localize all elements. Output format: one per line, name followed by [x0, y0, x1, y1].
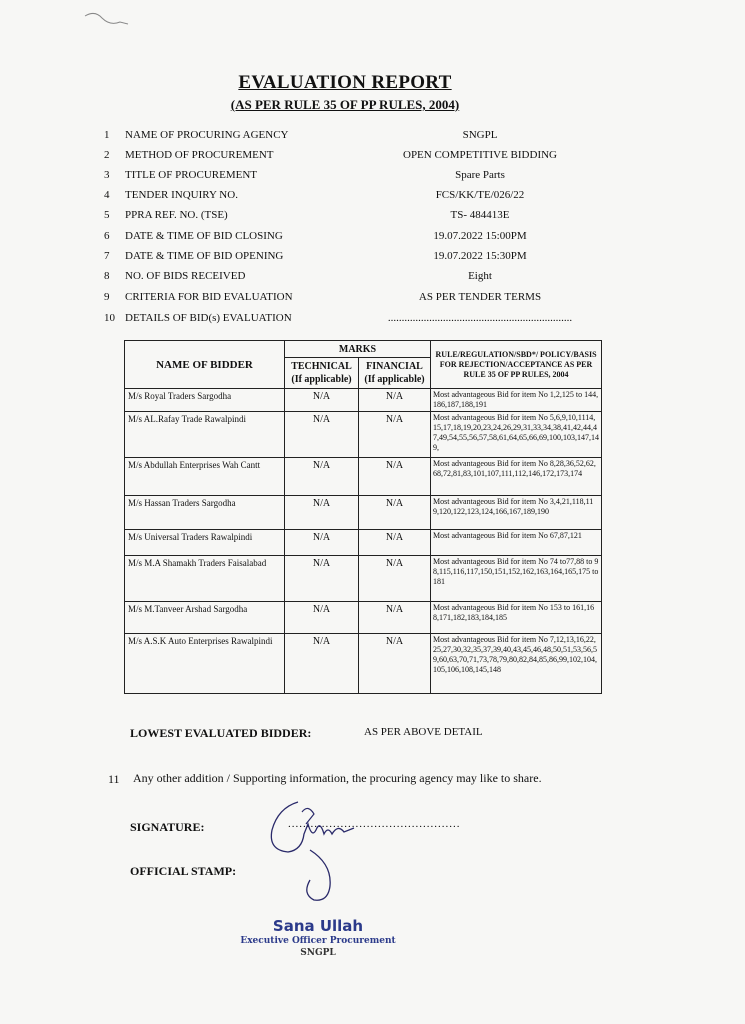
rule-basis: Most advantageous Bid for item No 1,2,125 to 144,186,187,188,191 — [431, 389, 602, 412]
bidder-name: M/s Royal Traders Sargodha — [125, 389, 285, 412]
table-row — [125, 458, 602, 496]
info-row-number: 5 — [104, 209, 110, 221]
bid-evaluation-table — [124, 340, 602, 694]
bidder-name: M/s M.A Shamakh Traders Faisalabad — [125, 556, 285, 602]
financial-mark: N/A — [359, 530, 431, 556]
bidder-name: M/s AL.Rafay Trade Rawalpindi — [125, 412, 285, 458]
info-row — [0, 189, 745, 207]
info-row — [0, 209, 745, 227]
technical-mark: N/A — [285, 496, 359, 530]
info-row — [0, 250, 745, 268]
rule-basis: Most advantageous Bid for item No 153 to 161,168,171,182,183,184,185 — [431, 602, 602, 634]
header-financial-label: FINANCIAL — [366, 361, 423, 372]
info-row-label: DATE & TIME OF BID CLOSING — [125, 230, 283, 242]
table-row — [125, 634, 602, 694]
bidder-name: M/s Hassan Traders Sargodha — [125, 496, 285, 530]
stamp-name: Sana Ullah — [272, 917, 364, 935]
lowest-bidder-label: LOWEST EVALUATED BIDDER: — [130, 726, 312, 740]
info-row-value: 19.07.2022 15:30PM — [433, 250, 527, 262]
table-row — [125, 412, 602, 458]
corner-scribble-icon — [80, 8, 140, 33]
signature-label: SIGNATURE: — [130, 820, 205, 834]
bidder-name: M/s Abdullah Enterprises Wah Cantt — [125, 458, 285, 496]
info-row-number: 3 — [104, 169, 110, 181]
info-row-label: TITLE OF PROCUREMENT — [125, 169, 257, 181]
stamp-role: Executive Officer Procurement — [240, 936, 396, 946]
rule-basis: Most advantageous Bid for item No 8,28,36,52,62,68,72,81,83,101,107,111,112,146,172,173,174 — [431, 458, 602, 496]
info-row-number: 2 — [104, 149, 110, 161]
financial-mark: N/A — [359, 458, 431, 496]
info-row-value: FCS/KK/TE/026/22 — [435, 189, 525, 201]
table-row — [125, 602, 602, 634]
rule-basis: Most advantageous Bid for item No 5,6,9,10,1114,15,17,18,19,20,23,24,26,29,31,33,34,38,41,42,44,47,49,54,55,56,57,58,61,64,65,66,69,100,103,147,149, — [431, 412, 602, 458]
info-row-value: 19.07.2022 15:00PM — [433, 230, 527, 242]
info-row-number: 9 — [104, 291, 110, 303]
info-row-number: 10 — [104, 312, 115, 324]
info-row-label: NAME OF PROCURING AGENCY — [125, 129, 289, 141]
info-row-value: SNGPL — [462, 129, 498, 141]
info-row-number: 1 — [104, 129, 110, 141]
header-marks: MARKS — [285, 341, 431, 358]
table-row — [125, 556, 602, 602]
info-row — [0, 291, 745, 309]
info-row-label: DATE & TIME OF BID OPENING — [125, 250, 284, 262]
table-row — [125, 530, 602, 556]
additional-info-number: 11 — [108, 772, 120, 786]
info-row-number: 7 — [104, 250, 110, 262]
report-title: EVALUATION REPORT — [238, 72, 452, 93]
rule-basis: Most advantageous Bid for item No 7,12,13,16,22,25,27,30,32,35,37,39,40,43,45,46,48,50,51,53,56,59,60,63,70,71,73,78,79,80,82,84,85,86,99,102,104,105,106,108,145,148 — [431, 634, 602, 694]
financial-mark: N/A — [359, 412, 431, 458]
info-row-value: OPEN COMPETITIVE BIDDING — [403, 149, 557, 161]
info-row-label: DETAILS OF BID(s) EVALUATION — [125, 312, 292, 324]
bidder-name: M/s Universal Traders Rawalpindi — [125, 530, 285, 556]
lowest-bidder-value: AS PER ABOVE DETAIL — [364, 726, 483, 738]
info-row-value: AS PER TENDER TERMS — [418, 291, 542, 303]
header-financial-note: (If applicable) — [364, 374, 425, 385]
financial-mark: N/A — [359, 556, 431, 602]
bidder-name: M/s M.Tanveer Arshad Sargodha — [125, 602, 285, 634]
info-row-label: PPRA REF. NO. (TSE) — [125, 209, 228, 221]
technical-mark: N/A — [285, 412, 359, 458]
official-stamp — [238, 917, 398, 958]
financial-mark: N/A — [359, 602, 431, 634]
additional-info-text: Any other addition / Supporting information, the procuring agency may like to share. — [133, 771, 542, 785]
info-row-value: Eight — [468, 270, 492, 282]
technical-mark: N/A — [285, 458, 359, 496]
info-row-label: NO. OF BIDS RECEIVED — [125, 270, 246, 282]
info-row-label: TENDER INQUIRY NO. — [125, 189, 238, 201]
rule-basis: Most advantageous Bid for item No 3,4,21,118,119,120,122,123,124,166,167,189,190 — [431, 496, 602, 530]
signature-line: .............................................. — [288, 818, 461, 830]
info-row-number: 6 — [104, 230, 110, 242]
header-rule: RULE/REGULATION/SBD*/ POLICY/BASIS FOR REJECTION/ACCEPTANCE AS PER RULE 35 OF PP RULES, 2004 — [431, 341, 602, 389]
info-row-number: 8 — [104, 270, 110, 282]
info-row — [0, 169, 745, 187]
financial-mark: N/A — [359, 634, 431, 694]
technical-mark: N/A — [285, 634, 359, 694]
info-row-value: TS- 484413E — [450, 209, 510, 221]
info-row-value: ................................................................... — [387, 312, 573, 324]
header-technical-note: (If applicable) — [291, 374, 352, 385]
header-technical — [285, 358, 359, 389]
financial-mark: N/A — [359, 389, 431, 412]
technical-mark: N/A — [285, 389, 359, 412]
info-row-value: Spare Parts — [455, 169, 505, 181]
header-financial — [359, 358, 431, 389]
info-row — [0, 149, 745, 167]
financial-mark: N/A — [359, 496, 431, 530]
info-row-label: METHOD OF PROCUREMENT — [125, 149, 274, 161]
stamp-org: SNGPL — [300, 948, 336, 958]
header-bidder-name: NAME OF BIDDER — [125, 341, 285, 389]
technical-mark: N/A — [285, 530, 359, 556]
info-row-label: CRITERIA FOR BID EVALUATION — [125, 291, 293, 303]
handwritten-signature-icon — [258, 790, 368, 910]
info-row-number: 4 — [104, 189, 110, 201]
table-row — [125, 389, 602, 412]
table-row — [125, 496, 602, 530]
technical-mark: N/A — [285, 556, 359, 602]
info-row — [0, 230, 745, 248]
info-row — [0, 270, 745, 288]
info-row — [0, 129, 745, 147]
official-stamp-label: OFFICIAL STAMP: — [130, 864, 237, 878]
bidder-name: M/s A.S.K Auto Enterprises Rawalpindi — [125, 634, 285, 694]
report-subtitle: (AS PER RULE 35 OF PP RULES, 2004) — [230, 97, 460, 112]
info-row — [0, 312, 745, 330]
rule-basis: Most advantageous Bid for item No 74 to77,88 to 98,115,116,117,150,151,152,162,163,164,165,175 to 181 — [431, 556, 602, 602]
technical-mark: N/A — [285, 602, 359, 634]
rule-basis: Most advantageous Bid for item No 67,87,121 — [431, 530, 602, 556]
header-technical-label: TECHNICAL — [291, 361, 352, 372]
